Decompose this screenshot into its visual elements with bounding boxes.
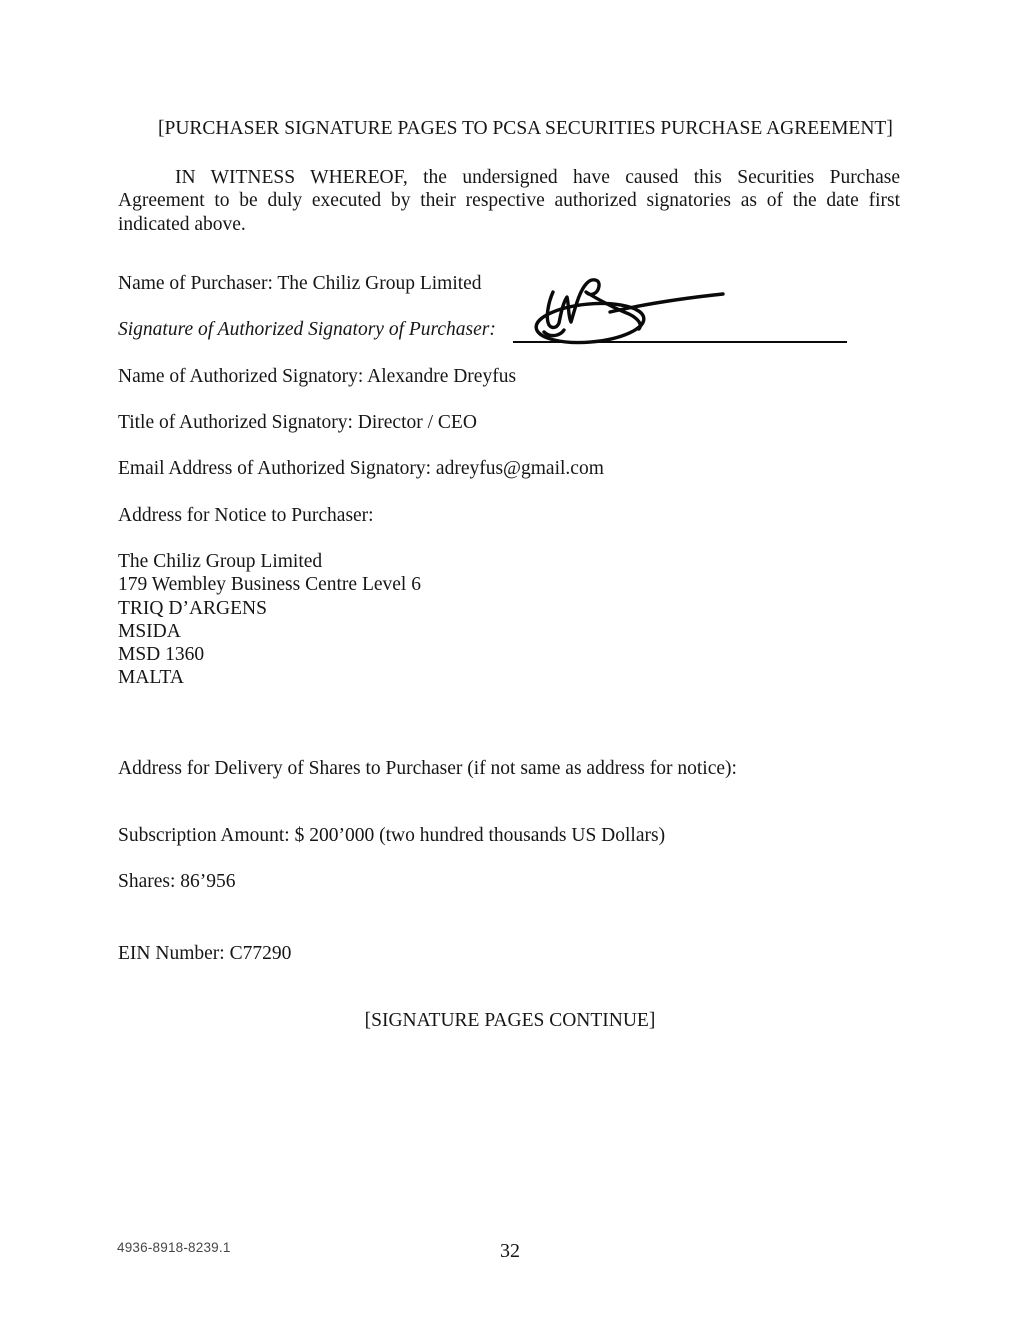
field-signature-label bbox=[118, 318, 496, 341]
field-value: Alexandre Dreyfus bbox=[367, 366, 517, 387]
field-name-of-purchaser bbox=[118, 272, 482, 295]
field-signatory-title bbox=[118, 411, 477, 434]
field-value: adreyfus@gmail.com bbox=[435, 458, 604, 479]
footer-document-id: 4936-8918-8239.1 bbox=[117, 1240, 231, 1255]
notice-address-block bbox=[118, 550, 421, 690]
field-label: Signature of Authorized Signatory of Purchaser: bbox=[118, 319, 496, 340]
field-label: Address for Notice to Purchaser: bbox=[118, 505, 374, 526]
address-line: TRIQ D’ARGENS bbox=[118, 597, 267, 619]
field-label: Shares: bbox=[118, 871, 176, 892]
field-notice-address-label bbox=[118, 504, 374, 527]
field-signatory-name bbox=[118, 365, 516, 388]
address-line: 179 Wembley Business Centre Level 6 bbox=[118, 574, 421, 596]
field-ein-number bbox=[118, 942, 291, 965]
address-line: MSIDA bbox=[118, 620, 181, 642]
page-title: [PURCHASER SIGNATURE PAGES TO PCSA SECURITIES PURCHASE AGREEMENT] bbox=[158, 118, 893, 139]
field-value: Director / CEO bbox=[357, 412, 477, 433]
intro-line: IN WITNESS WHEREOF, the undersigned have caused this Securities Purchase bbox=[175, 167, 900, 188]
footer-page-number: 32 bbox=[500, 1240, 520, 1262]
intro-paragraph bbox=[118, 166, 900, 236]
field-value: 86’956 bbox=[180, 871, 236, 892]
field-shares bbox=[118, 870, 236, 893]
field-value: The Chiliz Group Limited bbox=[277, 273, 482, 294]
field-label: Title of Authorized Signatory: bbox=[118, 412, 353, 433]
field-delivery-address-label bbox=[118, 757, 737, 780]
field-value: C77290 bbox=[229, 943, 292, 964]
field-label: Name of Purchaser: bbox=[118, 273, 273, 294]
handwritten-signature-ink bbox=[500, 266, 740, 351]
intro-line: indicated above. bbox=[118, 213, 246, 235]
field-label: EIN Number: bbox=[118, 943, 225, 964]
field-signatory-email bbox=[118, 457, 604, 480]
address-line: MALTA bbox=[118, 667, 184, 689]
intro-line: Agreement to be duly executed by their respective authorized signatories as of the date first bbox=[118, 190, 900, 212]
signature-pages-continue-note: [SIGNATURE PAGES CONTINUE] bbox=[364, 1010, 656, 1031]
field-label: Name of Authorized Signatory: bbox=[118, 366, 364, 387]
field-label: Email Address of Authorized Signatory: bbox=[118, 458, 432, 479]
address-line: MSD 1360 bbox=[118, 644, 205, 666]
field-value: $ 200’000 (two hundred thousands US Dollars) bbox=[294, 825, 666, 846]
field-subscription-amount bbox=[118, 824, 665, 847]
field-label: Subscription Amount: bbox=[118, 825, 290, 846]
address-line: The Chiliz Group Limited bbox=[118, 551, 323, 572]
field-label: Address for Delivery of Shares to Purchaser (if not same as address for notice): bbox=[118, 758, 737, 779]
